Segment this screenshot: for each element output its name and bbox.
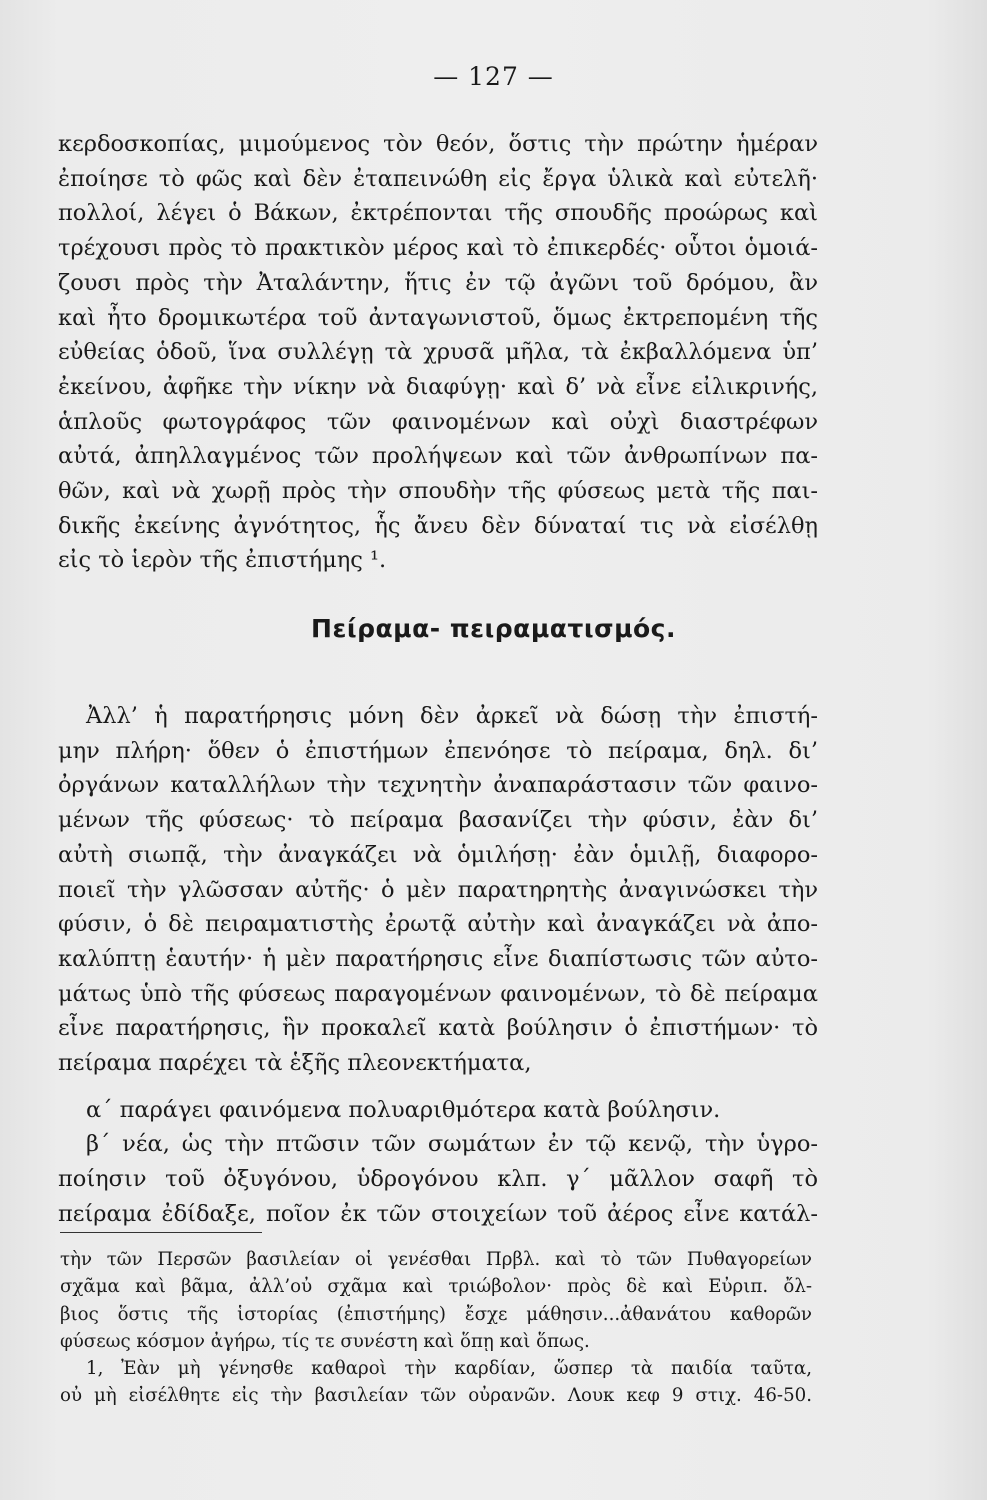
page-number: — 127 — [433,62,554,91]
text-line: ἐκείνου, ἀφῆκε τὴν νίκην νὰ διαφύγῃ· καὶ δ’ νὰ εἶνε εἰλικρινής, [58,373,818,400]
text-line: καὶ ἦτο δρομικωτέρα τοῦ ἀνταγωνιστοῦ, ὅμως ἐκτρεπομένη τῆς [58,304,818,331]
text-line: ἁπλοῦς φωτογράφος τῶν φαινομένων καὶ οὐχὶ διαστρέφων [58,408,818,435]
text-line: μην πλήρη· ὅθεν ὁ ἐπιστήμων ἐπενόησε τὸ πείραμα, δηλ. δι’ [58,737,818,764]
text-line: φύσιν, ὁ δὲ πειραματιστὴς ἐρωτᾷ αὐτὴν καὶ ἀναγκάζει νὰ ἀπο- [58,911,818,938]
text-line: αὐτά, ἀπηλλαγμένος τῶν προλήψεων καὶ τῶν ἀνθρωπίνων πα- [58,443,818,470]
text-line: ἐποίησε τὸ φῶς καὶ δὲν ἐταπεινώθη εἰς ἔργα ὑλικὰ καὶ εὐτελῆ· [58,165,818,192]
footnote-divider [60,1232,262,1233]
footnote-line: 1, Ἐὰν μὴ γένησθε καθαροὶ τὴν καρδίαν, ὥσπερ τὰ παιδία ταῦτα, [86,1358,812,1380]
text-line: πείραμα ἐδίδαξε, ποῖον ἐκ τῶν στοιχείων τοῦ ἀέρος εἶνε κατάλ- [58,1200,818,1227]
text-line: ὀργάνων καταλλήλων τὴν τεχνητὴν ἀναπαράστασιν τῶν φαινο- [58,772,818,799]
text-line: καλύπτῃ ἑαυτήν· ἡ μὲν παρατήρησις εἶνε διαπίστωσις τῶν αὐτο- [58,945,818,972]
text-line: δικῆς ἐκείνης ἀγνότητος, ἧς ἄνευ δὲν δύναταί τις νὰ εἰσέλθῃ [58,512,818,539]
footnote-line: τὴν τῶν Περσῶν βασιλείαν οἱ γενέσθαι Πρβλ. καὶ τὸ τῶν Πυθαγορείων [60,1249,812,1270]
text-line: κερδοσκοπίας, μιμούμενος τὸν θεόν, ὅστις τὴν πρώτην ἡμέραν [58,131,818,157]
text-line: ποιεῖ τὴν γλῶσσαν αὐτῆς· ὁ μὲν παρατηρητὴς ἀναγινώσκει τὴν [58,876,818,903]
text-line: μάτως ὑπὸ τῆς φύσεως παραγομένων φαινομένων, τὸ δὲ πείραμα [58,980,818,1007]
text-line: ποίησιν τοῦ ὀξυγόνου, ὑδρογόνου κλπ. γ΄ μᾶλλον σαφῆ τὸ [58,1166,818,1193]
section-heading: Πείραμα- πειραματισμός. [311,614,676,643]
text-line: τρέχουσι πρὸς τὸ πρακτικὸν μέρος καὶ τὸ ἐπικερδές· οὗτοι ὁμοιά- [58,235,818,262]
text-line: μένων τῆς φύσεως· τὸ πείραμα βασανίζει τὴν φύσιν, ἐὰν δι’ [58,807,818,834]
paragraph-1 [58,127,818,578]
text-line: πείραμα παρέχει τὰ ἑξῆς πλεονεκτήματα, [58,1050,532,1077]
text-line: πολλοί, λέγει ὁ Βάκων, ἐκτρέπονται τῆς σπουδῆς προώρως καὶ [58,200,818,227]
text-line: εἶνε παρατήρησις, ἣν προκαλεῖ κατὰ βούλησιν ὁ ἐπιστήμων· τὸ [58,1015,818,1042]
text-line: θῶν, καὶ νὰ χωρῇ πρὸς τὴν σπουδὴν τῆς φύσεως μετὰ τῆς παι- [58,478,818,505]
text-line: ζουσι πρὸς τὴν Ἀταλάντην, ἥτις ἐν τῷ ἀγῶνι τοῦ δρόμου, ἂν [58,269,818,296]
text-line: εὐθείας ὁδοῦ, ἵνα συλλέγῃ τὰ χρυσᾶ μῆλα, τὰ ἐκβαλλόμενα ὑπ’ [58,339,818,366]
text-line: εἰς τὸ ἱερὸν τῆς ἐπιστήμης ¹. [58,547,387,574]
footnote-line: οὐ μὴ εἰσέλθητε εἰς τὴν βασιλείαν τῶν οὐρανῶν. Λουκ κεφ 9 στιχ. 46-50. [60,1385,812,1407]
text-line: β΄ νέα, ὡς τὴν πτῶσιν τῶν σωμάτων ἐν τῷ κενῷ, τὴν ὑγρο- [86,1131,818,1158]
footnote-line: σχᾶμα καὶ βᾶμα, ἀλλ’οὐ σχᾶμα καὶ τριώβολον· πρὸς δὲ καὶ Εὐριπ. ὄλ- [60,1276,812,1298]
text-line: Ἀλλ’ ἡ παρατήρησις μόνη δὲν ἀρκεῖ νὰ δώσῃ τὴν ἐπιστή- [86,703,818,729]
footnote-line: φύσεως κόσμον ἀγήρω, τίς τε συνέστη καὶ ὅπῃ καὶ ὅπως. [60,1330,590,1352]
paragraph-2 [58,699,818,1232]
footnote-line: βιος ὅστις τῆς ἱστορίας (ἐπιστήμης) ἔσχε μάθησιν...ἀθανάτου καθορῶν [60,1303,812,1325]
text-line: αὐτὴ σιωπᾷ, τὴν ἀναγκάζει νὰ ὁμιλήσῃ· ἐὰν ὁμιλῇ, διαφορο- [58,841,818,868]
footnotes [60,1246,812,1410]
text-line: α΄ παράγει φαινόμενα πολυαριθμότερα κατὰ βούλησιν. [86,1096,721,1123]
